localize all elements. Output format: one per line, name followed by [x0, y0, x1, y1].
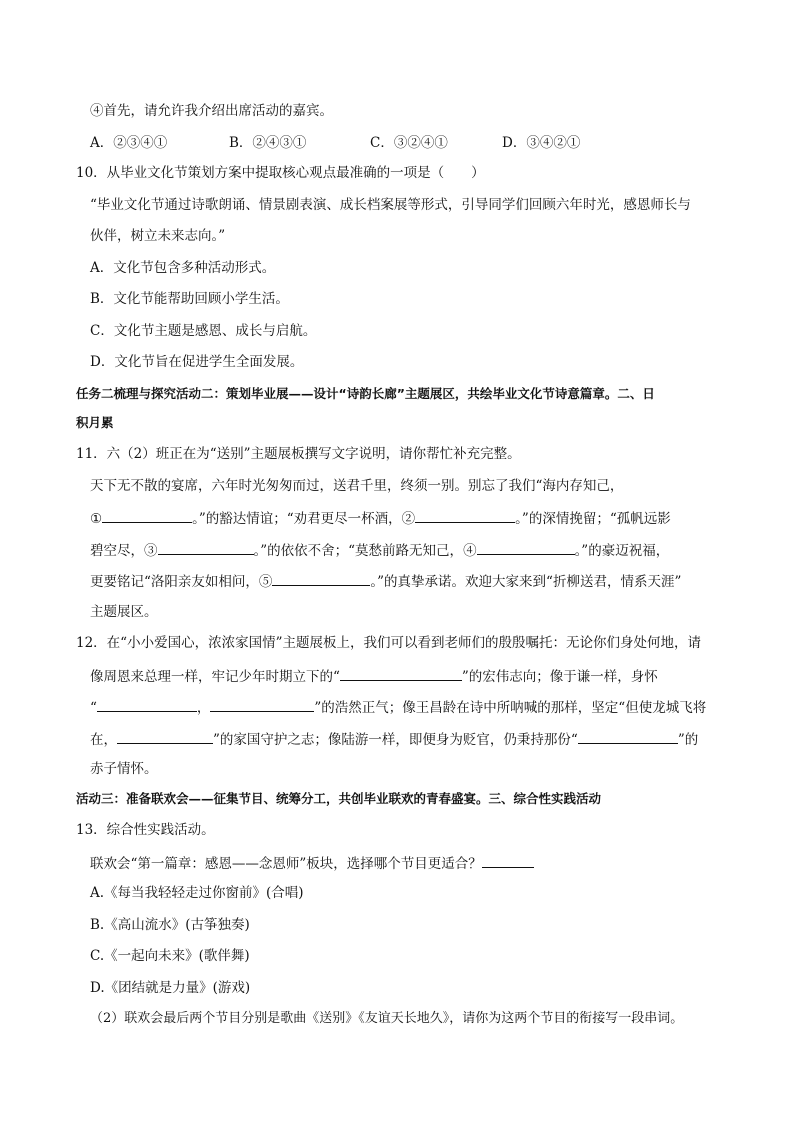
q11-marker-2: ②	[401, 511, 416, 527]
q13-option-c: C.《一起向未来》(歌伴舞)	[90, 948, 250, 964]
q10-option-d: D．文化节旨在促进学生全面发展。	[90, 354, 304, 370]
q10-option-a: A．文化节包含多种活动形式。	[90, 260, 276, 276]
q10-quote-line-1: “毕业文化节通过诗歌朗诵、情景剧表演、成长档案展等形式，引导同学们回顾六年时光，感恩师长与	[90, 197, 691, 213]
q13-option-d: D.《团结就是力量》(游戏)	[90, 980, 251, 996]
q11-marker-5: ⑤	[258, 574, 273, 590]
q9-option-d: D．③④②①	[502, 135, 581, 151]
q9-option-a: A．②③④①	[90, 135, 168, 151]
q11-line-3: 碧空尽，③ 。”的依依不舍；“莫愁前路无知己，④ 。”的豪迈祝福，	[90, 540, 669, 560]
q10-quote-line-2: 伙伴，树立未来志向。”	[90, 228, 226, 244]
q13-option-a: A.《每当我轻轻走过你窗前》(合唱)	[90, 885, 304, 901]
q11-blank-1[interactable]	[102, 508, 192, 523]
q12-blank-1[interactable]	[340, 666, 462, 681]
q11-blank-3[interactable]	[158, 540, 254, 555]
q11-blank-4[interactable]	[477, 540, 575, 555]
q13-option-b: B.《高山流水》(古筝独奏)	[90, 917, 250, 933]
q12-line-1: 12．在“小小爱国心，浓浓家国情”主题展板上，我们可以看到老师们的殷殷嘱托：无论你们身处何地，请	[76, 635, 701, 651]
q12-line-4: 在， ”的家国守护之志；像陆游一样，即便身为贬官，仍秉持那份“ ”的	[90, 729, 698, 749]
q13-sub-question-2: （2）联欢会最后两个节目分别是歌曲《送别》《友谊天长地久》，请你为这两个节目的衔接写一段串词。	[90, 1011, 684, 1026]
activity3-heading: 活动三：准备联欢会——征集节目、统筹分工，共创毕业联欢的青春盛宴。三、综合性实践活动	[76, 791, 602, 806]
q9-item-4: ④首先，请允许我介绍出席活动的嘉宾。	[90, 103, 333, 119]
q12-blank-2[interactable]	[97, 697, 197, 712]
q12-blank-5[interactable]	[578, 729, 678, 744]
q11-line-4: 更要铭记“洛阳亲友如相问，⑤ 。”的真挚承诺。欢迎大家来到“折柳送君，情系天涯”	[90, 571, 681, 591]
task2-heading-line-2: 积月累	[76, 415, 114, 430]
q9-option-b: B．②④③①	[229, 135, 307, 151]
q11-blank-5[interactable]	[272, 571, 370, 586]
task2-heading-line-1: 任务二梳理与探究活动二：策划毕业展——设计“诗韵长廊”主题展区，共绘毕业文化节诗意篇章。二、日	[76, 386, 655, 401]
q13-stem: 13．综合性实践活动。	[76, 822, 215, 838]
q11-marker-3: ③	[144, 543, 158, 559]
q11-marker-1: ①	[90, 511, 103, 527]
q10-stem: 10．从毕业文化节策划方案中提取核心观点最准确的一项是（ ）	[76, 165, 485, 181]
q13-answer-blank[interactable]	[482, 853, 534, 868]
q12-blank-3[interactable]	[210, 697, 314, 712]
q12-line-2: 像周恩来总理一样，牢记少年时期立下的“ ”的宏伟志向；像于谦一样，身怀	[90, 666, 658, 686]
q11-line-1: 天下无不散的宴席，六年时光匆匆而过，送君千里，终须一别。别忘了我们“海内存知己，	[90, 478, 624, 494]
q9-option-c: C．③②④①	[370, 135, 448, 151]
q12-line-5: 赤子情怀。	[90, 761, 158, 777]
q11-line-2: ① 。”的豁达情谊；“劝君更尽一杯酒，② 。”的深情挽留；“孤帆远影	[90, 508, 671, 528]
q10-option-b: B．文化节能帮助回顾小学生活。	[90, 291, 289, 307]
q11-stem: 11．六（2）班正在为“送别”主题展板撰写文字说明，请你帮忙补充完整。	[76, 446, 521, 462]
q12-line-3: “ ， ”的浩然正气；像王昌龄在诗中所呐喊的那样，坚定“但使龙城飞将	[90, 697, 706, 717]
q13-sub-question-1: 联欢会“第一篇章：感恩——念恩师”板块，选择哪个节目更适合？	[90, 853, 534, 873]
q11-blank-2[interactable]	[415, 508, 515, 523]
q12-blank-4[interactable]	[117, 729, 213, 744]
q10-option-c: C．文化节主题是感恩、成长与启航。	[90, 323, 317, 339]
q11-marker-4: ④	[463, 543, 477, 559]
q11-line-5: 主题展区。	[90, 604, 158, 620]
